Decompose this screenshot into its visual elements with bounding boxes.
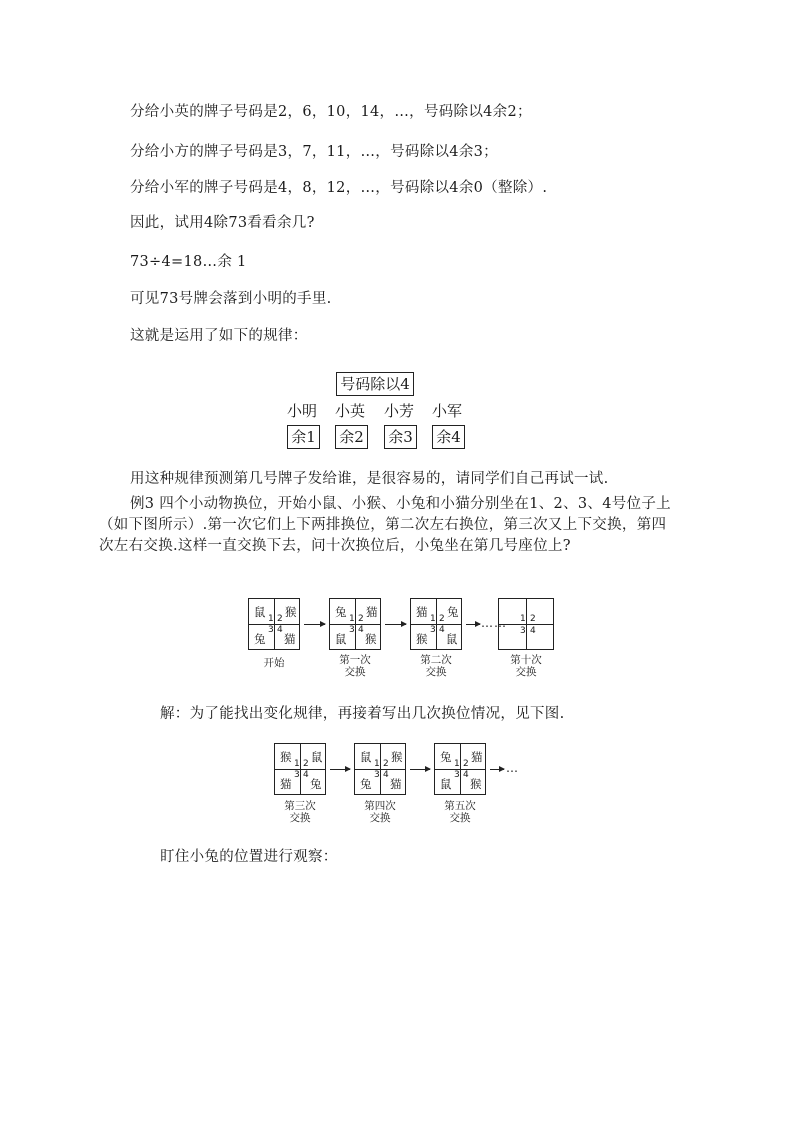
ellipsis: … xyxy=(506,761,519,775)
after-rule-text: 用这种规律预测第几号牌子发给谁，是很容易的，请同学们自己再试一试. xyxy=(130,471,609,487)
rule-remainder-4: 余4 xyxy=(432,425,465,449)
seat-2-animal: 猴 xyxy=(391,750,403,764)
rule-title-box: 号码除以4 xyxy=(336,372,414,396)
arrow-icon xyxy=(466,624,480,625)
seat-number: 4 xyxy=(383,770,389,780)
seat-number: 4 xyxy=(303,770,309,780)
seat-number: 1 xyxy=(454,759,460,769)
caption-first-swap: 第一次 交换 xyxy=(339,654,371,678)
seat-number: 2 xyxy=(303,759,309,769)
rule-name-4: 小军 xyxy=(432,402,463,420)
rule-name-2: 小英 xyxy=(335,402,366,420)
text-line-2: 分给小方的牌子号码是3，7，11，…，号码除以4余3； xyxy=(130,144,498,160)
seat-3-animal: 鼠 xyxy=(335,632,347,646)
last-line-text: 盯住小兔的位置进行观察： xyxy=(160,849,338,865)
seat-number: 4 xyxy=(277,625,283,635)
seat-number: 3 xyxy=(430,625,436,635)
text-line-7: 这就是运用了如下的规律： xyxy=(130,328,308,344)
seat-number: 1 xyxy=(294,759,300,769)
arrow-icon xyxy=(410,769,430,770)
seat-grid-4 xyxy=(354,743,406,795)
seat-number: 4 xyxy=(463,770,469,780)
seat-1-animal: 兔 xyxy=(335,605,347,619)
caption-second-swap: 第二次 交换 xyxy=(420,654,452,678)
seat-number: 2 xyxy=(277,614,283,624)
rule-remainder-3: 余3 xyxy=(384,425,417,449)
arrow-icon xyxy=(385,624,406,625)
seat-number: 1 xyxy=(520,614,526,624)
text-line-5: 73÷4=18…余 1 xyxy=(130,254,247,270)
seat-1-animal: 鼠 xyxy=(254,605,266,619)
seat-4-animal: 鼠 xyxy=(446,632,458,646)
seat-3-animal: 猫 xyxy=(280,777,292,791)
seat-grid-3 xyxy=(274,743,326,795)
seat-number: 3 xyxy=(454,770,460,780)
seat-number: 3 xyxy=(374,770,380,780)
seat-4-animal: 兔 xyxy=(310,777,322,791)
seat-number: 4 xyxy=(358,625,364,635)
seat-number: 4 xyxy=(439,625,445,635)
caption-start: 开始 xyxy=(263,657,285,669)
seat-3-animal: 兔 xyxy=(360,777,372,791)
caption-fourth-swap: 第四次 交换 xyxy=(364,800,396,824)
rule-name-3: 小芳 xyxy=(384,402,415,420)
seat-2-animal: 猫 xyxy=(366,605,378,619)
example-3-paragraph: 例3 四个小动物换位，开始小鼠、小猴、小兔和小猫分别坐在1、2、3、4号位子上（如下图所示）.第一次它们上下两排换位，第二次左右换位，第三次又上下交换，第四次左右交换.这样一直交换下去，问十次换位后，小兔坐在第几号座位上? xyxy=(99,496,671,554)
seat-1-animal: 猴 xyxy=(280,750,292,764)
seat-4-animal: 猴 xyxy=(470,777,482,791)
seat-3-animal: 猴 xyxy=(416,632,428,646)
rule-name-1: 小明 xyxy=(287,402,318,420)
seat-1-animal: 猫 xyxy=(416,605,428,619)
seat-4-animal: 猫 xyxy=(390,777,402,791)
seat-number: 3 xyxy=(520,626,526,636)
text-line-6: 可见73号牌会落到小明的手里. xyxy=(130,291,332,307)
seat-number: 4 xyxy=(530,626,536,636)
seat-number: 2 xyxy=(463,759,469,769)
seat-3-animal: 鼠 xyxy=(440,777,452,791)
seat-4-animal: 猫 xyxy=(284,632,296,646)
seat-2-animal: 兔 xyxy=(447,605,459,619)
rule-remainder-1: 余1 xyxy=(287,425,320,449)
arrow-icon xyxy=(330,769,350,770)
seat-3-animal: 兔 xyxy=(254,632,266,646)
arrow-icon xyxy=(490,769,504,770)
seat-grid-2 xyxy=(410,598,462,650)
seat-grid-start xyxy=(248,598,300,650)
seat-4-animal: 猴 xyxy=(365,632,377,646)
caption-third-swap: 第三次 交换 xyxy=(284,800,316,824)
solution-text: 解：为了能找出变化规律，再接着写出几次换位情况，见下图. xyxy=(160,706,565,722)
seat-2-animal: 猴 xyxy=(285,605,297,619)
caption-fifth-swap: 第五次 交换 xyxy=(444,800,476,824)
seat-number: 1 xyxy=(349,614,355,624)
text-line-3: 分给小军的牌子号码是4，8，12，…，号码除以4余0（整除）. xyxy=(130,180,548,196)
seat-number: 2 xyxy=(530,614,536,624)
caption-tenth-swap: 第十次 交换 xyxy=(510,654,542,678)
seat-number: 2 xyxy=(358,614,364,624)
arrow-icon xyxy=(304,624,325,625)
seat-grid-1 xyxy=(329,598,381,650)
rule-remainder-2: 余2 xyxy=(335,425,368,449)
seat-grid-5 xyxy=(434,743,486,795)
seat-number: 3 xyxy=(268,625,274,635)
seat-grid-10 xyxy=(498,598,554,650)
seat-number: 2 xyxy=(439,614,445,624)
seat-number: 3 xyxy=(349,625,355,635)
seat-number: 1 xyxy=(268,614,274,624)
seat-1-animal: 兔 xyxy=(440,750,452,764)
seat-number: 1 xyxy=(430,614,436,624)
text-line-4: 因此，试用4除73看看余几? xyxy=(130,215,315,231)
seat-2-animal: 猫 xyxy=(471,750,483,764)
ellipsis: …… xyxy=(481,616,507,630)
seat-1-animal: 鼠 xyxy=(360,750,372,764)
seat-2-animal: 鼠 xyxy=(311,750,323,764)
text-line-1: 分给小英的牌子号码是2，6，10，14，…，号码除以4余2； xyxy=(130,104,532,120)
seat-number: 2 xyxy=(383,759,389,769)
seat-number: 1 xyxy=(374,759,380,769)
seat-number: 3 xyxy=(294,770,300,780)
